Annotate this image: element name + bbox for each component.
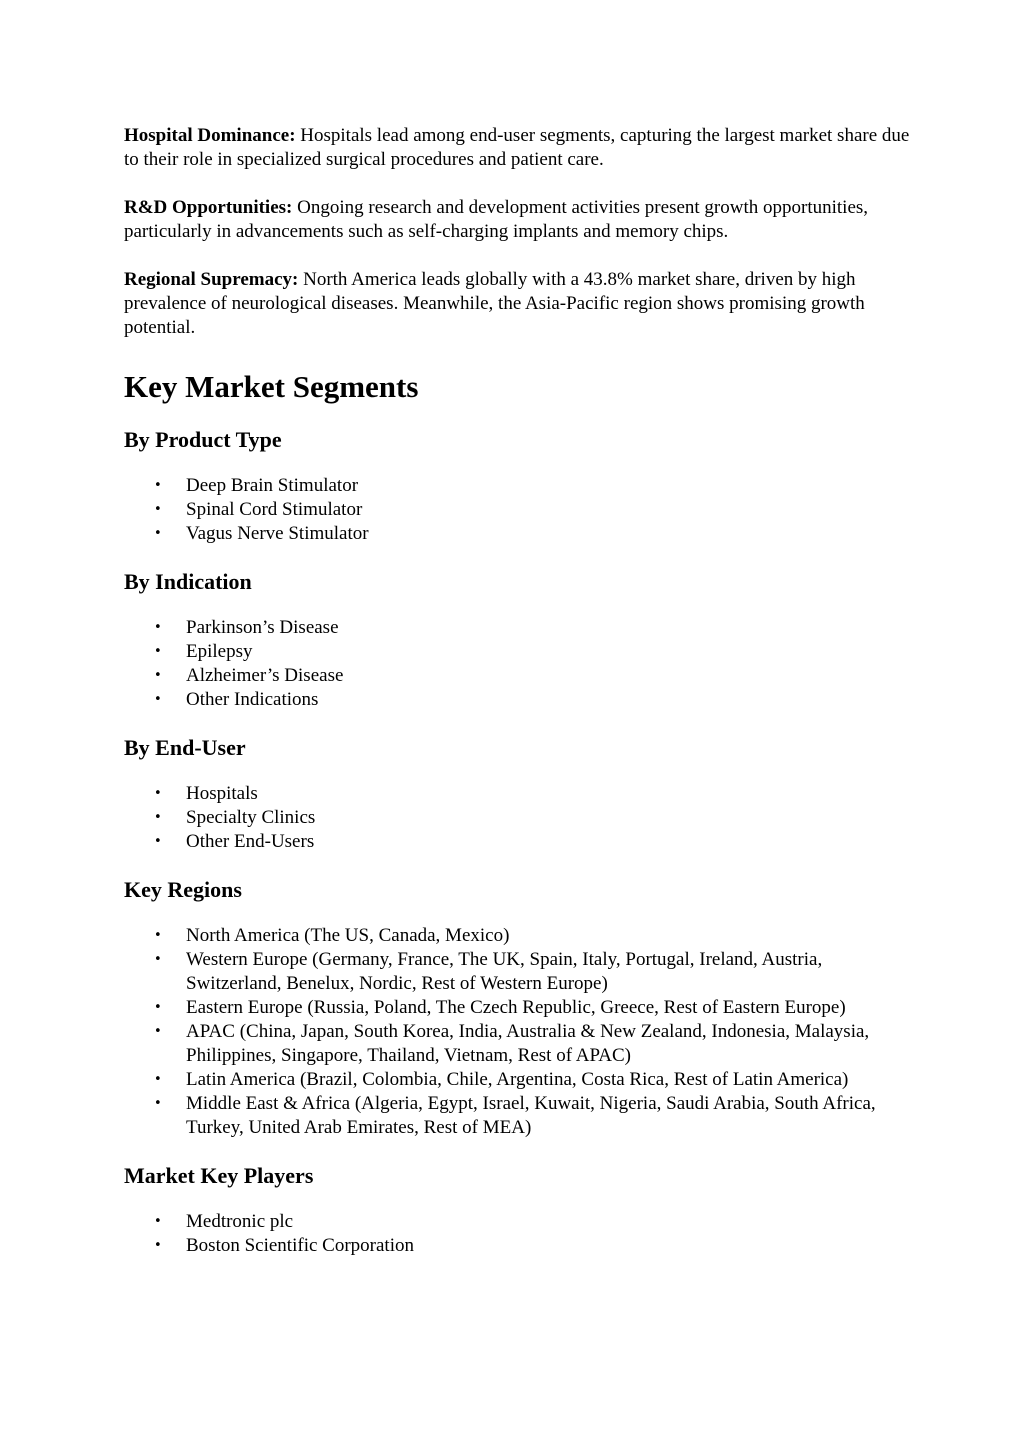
highlight-text: North America leads globally with a 43.8% market share, driven by high prevalence of neurological diseases. Meanwhile, the Asia-Pacific region shows promising growth potential. xyxy=(124,269,865,338)
highlight-label: Hospital Dominance: xyxy=(124,125,296,146)
list-item: • Eastern Europe (Russia, Poland, The Czech Republic, Greece, Rest of Eastern Europe) xyxy=(124,996,896,1020)
list-item: • Western Europe (Germany, France, The UK, Spain, Italy, Portugal, Ireland, Austria, Switzerland, Benelux, Nordic, Rest of Western Europe) xyxy=(124,948,896,996)
section-heading-product-type: By Product Type xyxy=(124,427,282,452)
list-item: • Vagus Nerve Stimulator xyxy=(124,522,896,546)
key-players-list xyxy=(124,1210,913,1258)
list-item: • Epilepsy xyxy=(124,640,896,664)
list-item: • APAC (China, Japan, South Korea, India, Australia & New Zealand, Indonesia, Malaysia, Philippines, Singapore, Thailand, Vietnam, Rest of APAC) xyxy=(124,1020,896,1068)
key-market-segments-heading: Key Market Segments xyxy=(124,369,419,404)
list-item: • Alzheimer’s Disease xyxy=(124,664,896,688)
section-heading-indication: By Indication xyxy=(124,569,252,594)
list-item: • Latin America (Brazil, Colombia, Chile, Argentina, Costa Rica, Rest of Latin America) xyxy=(124,1068,896,1092)
list-item: • Boston Scientific Corporation xyxy=(124,1234,896,1258)
section-heading-end-user: By End-User xyxy=(124,735,246,760)
list-item: • Hospitals xyxy=(124,782,896,806)
highlight-text: Hospitals lead among end-user segments, capturing the largest market share due to their role in specialized surgical procedures and patient care. xyxy=(124,125,910,170)
list-item: • Specialty Clinics xyxy=(124,806,896,830)
highlight-label: Regional Supremacy: xyxy=(124,269,299,290)
list-item: • Middle East & Africa (Algeria, Egypt, Israel, Kuwait, Nigeria, Saudi Arabia, South Africa, Turkey, United Arab Emirates, Rest of MEA) xyxy=(124,1092,896,1140)
list-item: • North America (The US, Canada, Mexico) xyxy=(124,924,896,948)
list-item: • Deep Brain Stimulator xyxy=(124,474,896,498)
list-item: • Other End-Users xyxy=(124,830,896,854)
highlight-label: R&D Opportunities: xyxy=(124,197,293,218)
highlight-rd-opportunities xyxy=(124,196,914,244)
list-item: • Spinal Cord Stimulator xyxy=(124,498,896,522)
list-item: • Medtronic plc xyxy=(124,1210,896,1234)
section-heading-key-players: Market Key Players xyxy=(124,1163,314,1188)
highlight-regional-supremacy xyxy=(124,268,914,340)
product-type-list xyxy=(124,474,913,546)
section-heading-key-regions: Key Regions xyxy=(124,877,242,902)
list-item: • Parkinson’s Disease xyxy=(124,616,896,640)
highlight-hospital-dominance xyxy=(124,124,914,172)
end-user-list xyxy=(124,782,913,854)
highlight-text: Ongoing research and development activities present growth opportunities, particularly in advancements such as self-charging implants and memory chips. xyxy=(124,197,869,242)
indication-list xyxy=(124,616,913,712)
list-item: • Other Indications xyxy=(124,688,896,712)
key-regions-list xyxy=(124,924,913,1140)
